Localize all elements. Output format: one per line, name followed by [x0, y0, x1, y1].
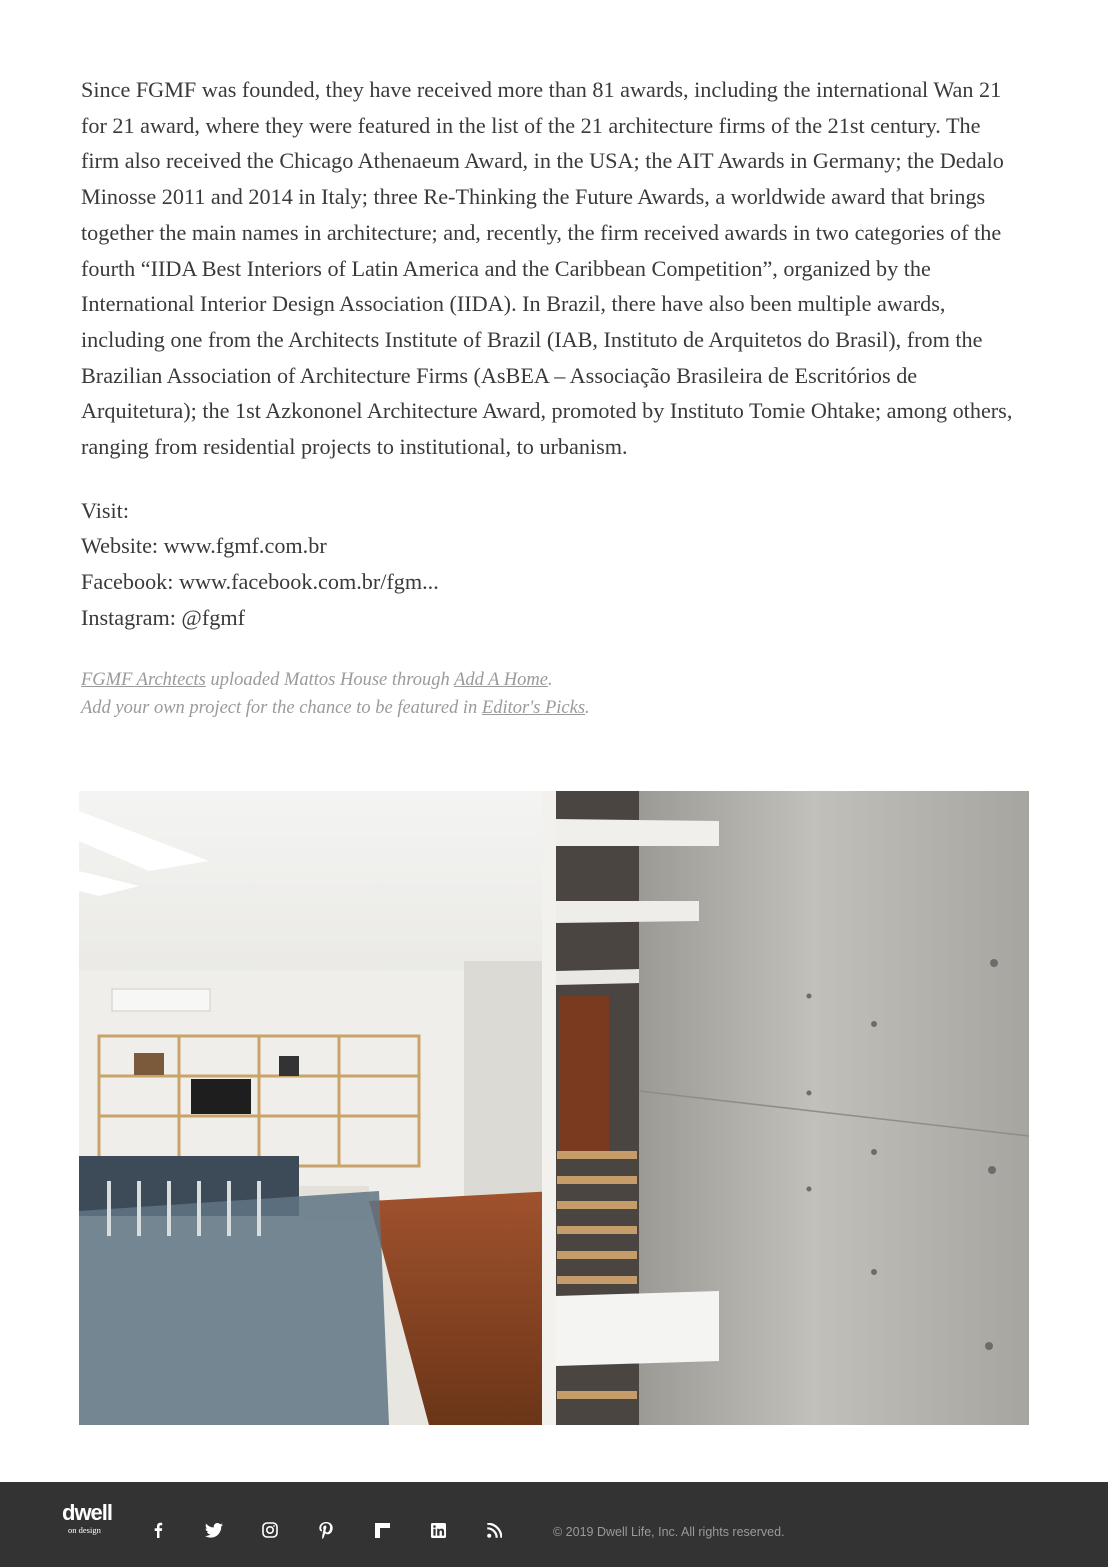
logo-wordmark: dwell	[62, 1500, 113, 1525]
visit-heading: Visit:	[81, 497, 129, 523]
visit-block	[81, 493, 1016, 636]
uploaded-text: uploaded Mattos House through	[205, 669, 455, 690]
author-link[interactable]: FGMF Archtects	[81, 669, 206, 690]
caption-line-2	[81, 694, 1016, 722]
logo-tagline: on design	[68, 1525, 101, 1535]
dwell-logo[interactable]	[62, 1502, 122, 1542]
twitter-icon[interactable]	[203, 1519, 225, 1541]
interior-photo-illustration	[79, 791, 1029, 1425]
article-body	[81, 72, 1016, 722]
website-line[interactable]: Website: www.fgmf.com.br	[81, 533, 327, 559]
upload-caption	[81, 666, 1016, 722]
caption-period: .	[585, 697, 590, 718]
own-project-text: Add your own project for the chance to be featured in	[81, 697, 482, 718]
linkedin-icon[interactable]	[427, 1519, 449, 1541]
copyright-text: © 2019 Dwell Life, Inc. All rights reserved.	[553, 1525, 785, 1539]
editors-picks-link[interactable]: Editor's Picks	[481, 697, 586, 718]
interior-photo	[79, 791, 1029, 1425]
caption-period: .	[547, 669, 553, 690]
facebook-line[interactable]: Facebook: www.facebook.com.br/fgm...	[81, 569, 439, 595]
caption-line-1	[81, 666, 1016, 694]
instagram-line[interactable]: Instagram: @fgmf	[81, 604, 245, 630]
add-a-home-link[interactable]: Add A Home	[454, 669, 548, 690]
instagram-icon[interactable]	[259, 1519, 281, 1541]
awards-paragraph: Since FGMF was founded, they have received more than 81 awards, including the international Wan 21 for 21 award, where they were featured in the list of the 21 architecture firms of the 21st century. The firm also received the Chicago Athenaeum Award, in the USA; the AIT Awards in Germany; the Dedalo Minosse 2011 and 2014 in Italy; three Re-Thinking the Future Awards, a worldwide award that brings together the main names in architecture; and, recently, the firm received awards in two categories of the fourth “IIDA Best Interiors of Latin America and the Caribbean Competition”, organized by the International Interior Design Association (IIDA). In Brazil, there have also been multiple awards, including one from the Architects Institute of Brazil (IAB, Instituto de Arquitetos do Brasil), from the Brazilian Association of Architecture Firms (AsBEA – Associação Brasileira de Escritórios de Arquitetura); the 1st Azkononel Architecture Award, promoted by Instituto Tomie Ohtake; among others, ranging from residential projects to institutional, to urbanism.	[81, 77, 1013, 460]
facebook-icon[interactable]	[147, 1519, 169, 1541]
rss-icon[interactable]	[483, 1519, 505, 1541]
flipboard-icon[interactable]	[371, 1519, 393, 1541]
pinterest-icon[interactable]	[315, 1519, 337, 1541]
